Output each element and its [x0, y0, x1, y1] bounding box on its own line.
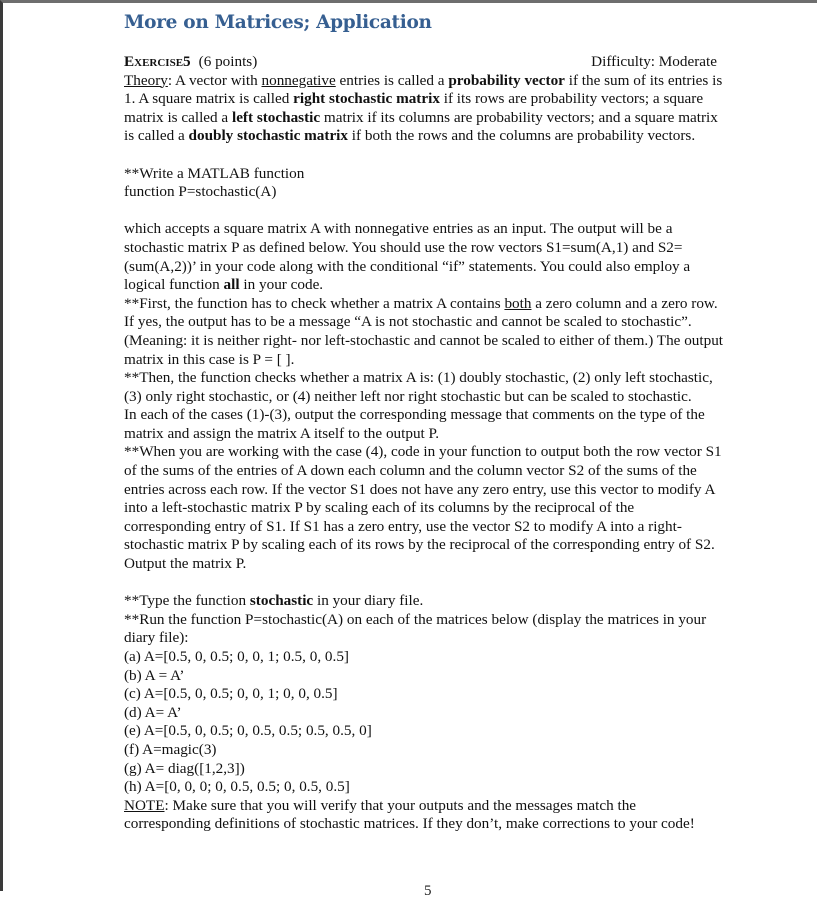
write-instruction: **Write a MATLAB function [124, 164, 305, 182]
exercise-header [124, 53, 717, 72]
theory-paragraph [124, 72, 724, 146]
text: **First, the function has to check whether a matrix A contains [124, 294, 505, 312]
page-content [124, 9, 724, 834]
text: matrix if its columns are probability vectors; and a square matrix is called a [124, 108, 718, 145]
term-right-stochastic: right stochastic matrix [293, 90, 440, 108]
stochastic-term: stochastic [249, 592, 314, 610]
text: : A vector with [167, 71, 262, 89]
matrix-item-g: (g) A= diag([1,2,3]) [124, 759, 245, 777]
exercise-heading [124, 53, 257, 72]
text: if the sum of its entries is 1. A square matrix is called [124, 71, 723, 108]
matrix-list [124, 648, 724, 797]
note-label: NOTE [124, 796, 165, 814]
term-left-stochastic: left stochastic [231, 108, 321, 126]
type-step [124, 592, 724, 611]
text: if its rows are probability vectors; a square matrix is called a [124, 90, 704, 126]
exercise-difficulty: Difficulty: Moderate [591, 53, 717, 70]
note-paragraph [124, 797, 724, 834]
description-paragraph [124, 220, 724, 294]
page-title: More on Matrices; Application [124, 12, 432, 33]
case4-paragraph: **When you are working with the case (4), code in your function to output both the row vector S1 of the sums of the entries of A down each column and the column vector S2 of the sums of the entries across each row. If the vector S1 does not have any zero entry, use this vector to modify A into a left-stochastic matrix P by scaling each of its columns by the reciprocal of the corresponding entry of S1. If S1 has a zero entry, use the vector S2 to modify A into a right-stochastic matrix P by scaling each of its rows by the reciprocal of the corresponding entry of S2. Output the matrix P. [124, 443, 722, 573]
text: if both the rows and the columns are probability vectors. [348, 127, 696, 145]
exercise-name: Exercise5 [124, 53, 191, 70]
run-step: **Run the function P=stochastic(A) on each of the matrices below (display the matrices in your diary file): [124, 610, 707, 647]
matrix-item-a: (a) A=[0.5, 0, 0.5; 0, 0, 1; 0.5, 0, 0.5] [124, 648, 349, 665]
matrix-item-c: (c) A=[0.5, 0, 0.5; 0, 0, 1; 0, 0, 0.5] [124, 685, 338, 703]
nonnegative-term: nonnegative [261, 71, 336, 89]
term-doubly-stochastic: doubly stochastic matrix [188, 127, 348, 145]
spacer [124, 574, 724, 593]
function-signature: function P=stochastic(A) [124, 183, 277, 201]
text: in your code. [239, 276, 324, 294]
text: : Make sure that you will verify that your outputs and the messages match the corresponding definitions of stochastic matrices. If they don’t, make corrections to your code! [124, 796, 695, 833]
cases-paragraph: In each of the cases (1)-(3), output the corresponding message that comments on the type of the matrix and assign the matrix A itself to the output P. [124, 406, 705, 442]
page-number: 5 [424, 883, 432, 899]
text: a zero column and a zero row. If yes, the output has to be a message “A is not stochastic and cannot be scaled to stochastic”. (Meaning: it is neither right- nor left-stochastic and cannot be scaled to either of them.) The output matrix in this case is P = [ ]. [124, 294, 724, 368]
term-probability-vector: probability vector [448, 71, 565, 89]
text: **Type the function [124, 592, 250, 610]
both-term: both [504, 294, 532, 312]
matrix-item-f: (f) A=magic(3) [124, 740, 217, 758]
exercise-points: (6 points) [198, 53, 258, 70]
matrix-item-d: (d) A= A’ [124, 703, 182, 721]
matrix-item-b: (b) A = A’ [124, 666, 185, 684]
then-step-paragraph: **Then, the function checks whether a matrix A is: (1) doubly stochastic, (2) only left stochastic, (3) only right stochastic, or (4) neither left nor right stochastic but can be scaled to stochastic. [124, 369, 713, 405]
text: which accepts a square matrix A with nonnegative entries as an input. The output will be a stochastic matrix P as defined below. You should use the row vectors S1=sum(A,1) and S2=(sum(A,2))’ in your code along with the conditional “if” statements. You could also employ a logical function [124, 220, 691, 294]
theory-label: Theory [124, 71, 168, 89]
text: in your diary file. [313, 592, 424, 610]
spacer [124, 146, 724, 165]
text: entries is called a [335, 71, 449, 89]
all-function-term: all [223, 276, 240, 294]
spacer [124, 202, 724, 221]
first-step-paragraph [124, 295, 724, 369]
matrix-item-h: (h) A=[0, 0, 0; 0, 0.5, 0.5; 0, 0.5, 0.5] [124, 778, 350, 796]
matrix-item-e: (e) A=[0.5, 0, 0.5; 0, 0.5, 0.5; 0.5, 0.5, 0] [124, 722, 372, 740]
